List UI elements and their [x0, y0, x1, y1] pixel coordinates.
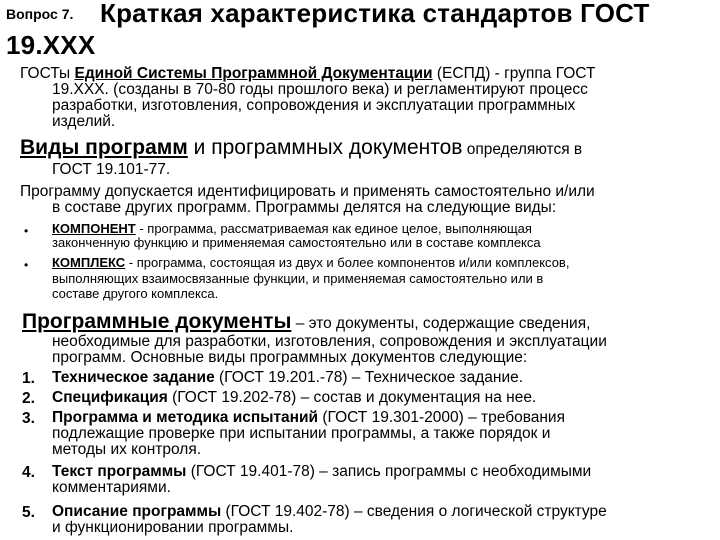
list-item: [52, 390, 536, 406]
program-docs-line2: необходимые для разработки, изготовления, сопровождения и эксплуатации: [52, 333, 607, 350]
list-item-number: 2.: [22, 390, 35, 407]
program-docs-heading-term: Программные документы: [22, 310, 292, 333]
program-types-heading-tail: определяются в: [462, 141, 583, 158]
bullet-component-line1: [52, 222, 532, 236]
list-item-number: 5.: [22, 504, 35, 521]
bullet-complex-line1: [52, 256, 569, 270]
espd-name: Единой Системы Программной Документации: [74, 65, 433, 82]
question-label: Вопрос 7.: [6, 6, 74, 22]
program-types-heading-term: Виды программ: [20, 136, 188, 159]
component-term: КОМПОНЕНТ: [52, 221, 136, 236]
list-item-line3: методы их контроля.: [52, 441, 202, 458]
bullet-icon: •: [24, 224, 29, 238]
list-item-term: Техническое задание: [52, 369, 215, 386]
bullet-icon: •: [24, 258, 29, 272]
list-item-rest: (ГОСТ 19.201.-78) – Техническое задание.: [214, 369, 524, 386]
list-item-line2: комментариями.: [52, 479, 171, 496]
list-item-term: Спецификация: [52, 389, 168, 406]
program-types-line1: Программу допускается идентифицировать и применять самостоятельно и/или: [20, 183, 595, 200]
program-types-gost: ГОСТ 19.101-77.: [52, 161, 171, 178]
list-item: [52, 464, 591, 480]
list-item-term: Описание программы: [52, 503, 222, 520]
list-item-rest: (ГОСТ 19.202-78) – состав и документация на нее.: [167, 389, 537, 406]
program-types-heading-rest: и программных документов: [187, 136, 463, 159]
list-item: [52, 370, 523, 386]
list-item: [52, 410, 565, 426]
list-item-term: Текст программы: [52, 463, 187, 480]
bullet-complex-line2: выполняющих взаимосвязанные функции, и применяемая самостоятельно или в: [52, 271, 544, 286]
intro-line1-rest: (ЕСПД) - группа ГОСТ: [432, 65, 596, 82]
complex-line1-rest: - программа, состоящая из двух и более компонентов и/или комплексов,: [125, 255, 570, 270]
list-item-line2: и функционировании программы.: [52, 519, 294, 536]
list-item-rest: (ГОСТ 19.401-78) – запись программы с необходимыми: [186, 463, 592, 480]
list-item-rest: (ГОСТ 19.301-2000) – требования: [318, 409, 565, 426]
intro-line4: изделий.: [52, 113, 116, 130]
intro-line3: разработки, изготовления, сопровождения и эксплуатации программных: [52, 97, 576, 114]
program-types-heading: [20, 136, 582, 160]
page-title: Краткая характеристика стандартов ГОСТ: [100, 0, 650, 28]
program-docs-heading: [22, 310, 590, 334]
intro-line1: [20, 66, 595, 82]
bullet-component-line2: законченную функцию и применяемая самостоятельно или в составе комплекса: [52, 235, 541, 250]
component-line1-rest: - программа, рассматриваемая как единое целое, выполняющая: [135, 221, 532, 236]
list-item-line2: подлежащие проверке при испытании программы, а также порядок и: [52, 425, 551, 442]
program-types-line2: в составе других программ. Программы делятся на следующие виды:: [52, 199, 557, 216]
list-item-term: Программа и методика испытаний: [52, 409, 319, 426]
intro-line2: 19.XXX. (созданы в 70-80 годы прошлого века) и регламентируют процесс: [52, 81, 588, 98]
list-item-number: 3.: [22, 410, 35, 427]
program-docs-line1-rest: – это документы, содержащие сведения,: [291, 315, 591, 332]
list-item-number: 1.: [22, 370, 35, 387]
list-item: [52, 504, 607, 520]
complex-term: КОМПЛЕКС: [52, 255, 126, 270]
bullet-complex-line3: составе другого комплекса.: [52, 286, 219, 301]
program-docs-line3: программ. Основные виды программных документов следующие:: [52, 349, 528, 366]
list-item-rest: (ГОСТ 19.402-78) – сведения о логической структуре: [221, 503, 607, 520]
intro-prefix: ГОСТы: [20, 65, 75, 82]
page-title-line2: 19.XXX: [6, 30, 96, 60]
list-item-number: 4.: [22, 464, 35, 481]
